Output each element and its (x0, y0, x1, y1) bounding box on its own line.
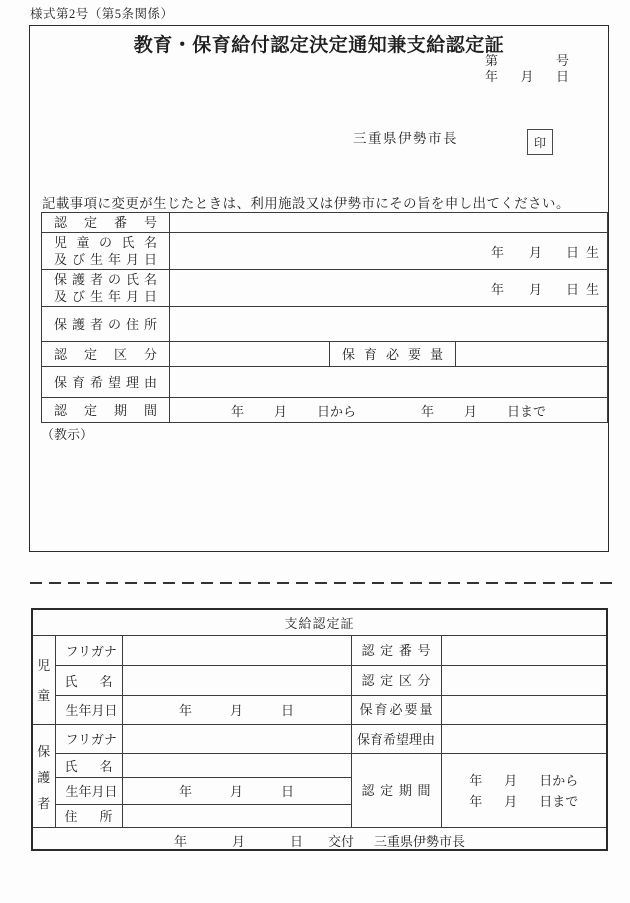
birth-year-label: 年 (490, 281, 504, 297)
cert-category-label-cell: 認定区分 (351, 665, 441, 695)
birth-day-label: 日 (565, 281, 579, 297)
period-to-day: 日まで (507, 403, 547, 419)
care-reason-value-cell (170, 367, 608, 398)
issue-issuer: 三重県伊勢市長 (374, 833, 466, 849)
period-from-year: 年 (230, 403, 244, 419)
period-from-month: 月 (273, 403, 287, 419)
cert-number-label-cell: 認定番号 (42, 213, 170, 233)
care-reason-label-cell: 保育希望理由 (42, 367, 170, 398)
child-birthdate-value-cell (170, 233, 608, 270)
table-row (42, 233, 608, 270)
care-amount-label-cell: 保育必要量 (351, 695, 441, 724)
birth-month-label: 月 (528, 244, 542, 260)
doc-date-line (485, 69, 569, 85)
table-row (42, 307, 608, 342)
certificate-table (33, 610, 606, 853)
child-group-char: 童 (37, 688, 51, 703)
ymd-year: 年 (178, 703, 192, 718)
table-row (33, 610, 606, 635)
issue-month: 月 (231, 833, 245, 849)
care-amount-value-cell (441, 695, 606, 724)
birth-suffix-label: 生 (586, 281, 600, 297)
cert-period-value-cell (170, 398, 608, 423)
ymd-year: 年 (178, 784, 192, 799)
period-from-year: 年 (469, 773, 483, 788)
doc-number-prefix: 第 (485, 53, 499, 68)
cert-period-label-cell: 認定期間 (351, 753, 441, 827)
issue-day: 日 (290, 833, 304, 849)
child-name-value-cell (122, 665, 351, 695)
guardian-group-char: 者 (37, 795, 51, 811)
date-day-label: 日 (555, 69, 569, 84)
period-to-year: 年 (469, 794, 483, 809)
doc-number-suffix: 号 (555, 53, 569, 68)
birth-day-label: 日 (565, 244, 579, 260)
guardian-address-value-cell (122, 804, 351, 827)
issue-line-cell (33, 827, 606, 853)
cert-period-label-cell: 認定期間 (42, 398, 170, 423)
birth-year-label: 年 (490, 244, 504, 260)
child-furigana-label-cell: フリガナ (55, 635, 122, 665)
guardian-birthdate-value-cell (170, 270, 608, 307)
doc-ref-block (485, 53, 569, 85)
date-year-label: 年 (485, 69, 499, 84)
period-from-month: 月 (504, 773, 518, 788)
cert-no-label-cell: 認定番号 (351, 635, 441, 665)
child-furigana-value-cell (122, 635, 351, 665)
birth-month-label: 月 (528, 281, 542, 297)
child-birth-value-cell (122, 695, 351, 724)
seal-icon: 印 (533, 135, 546, 150)
name-label-b: 名 (99, 673, 113, 689)
care-amount-label-cell: 保育必要量 (330, 342, 456, 367)
ymd-month: 月 (229, 703, 243, 718)
cert-no-value-cell (441, 635, 606, 665)
cert-category-label-cell: 認定区分 (42, 342, 170, 367)
guardian-address-value-cell (170, 307, 608, 342)
guardian-birth-value-cell (122, 777, 351, 804)
change-instruction-text: 記載事項に変更が生じたときは、利用施設又は伊勢市にその旨を申し出てください。 (42, 196, 570, 211)
birth-suffix-label: 生 (586, 244, 600, 260)
guardian-name-label-cell: 保護者の氏名 及び生年月日 (42, 270, 170, 307)
cert-category-value-cell (441, 665, 606, 695)
name-label-b: 名 (99, 758, 113, 774)
guardian-name-value-cell (122, 753, 351, 777)
period-to-month: 月 (504, 794, 518, 809)
period-to-year: 年 (421, 403, 435, 419)
doc-number-line (485, 53, 569, 69)
guardian-group-label-cell (33, 724, 55, 827)
table-row (33, 665, 606, 695)
guardian-furigana-label-cell: フリガナ (55, 724, 122, 753)
child-group-label-cell (33, 635, 55, 724)
period-from-day: 日から (539, 773, 579, 788)
kyoji-note: （教示） (41, 427, 94, 442)
care-reason-value-cell (441, 724, 606, 753)
guardian-group-char: 護 (37, 770, 51, 785)
table-row (33, 635, 606, 665)
notice-table (41, 212, 608, 423)
issued-label: 交付 (328, 833, 355, 849)
issue-year: 年 (173, 833, 187, 849)
address-label-b: 所 (99, 809, 113, 824)
guardian-address-label-cell (55, 804, 122, 827)
period-to-month: 月 (464, 403, 478, 419)
cert-category-value-cell (170, 342, 330, 367)
table-row (33, 827, 606, 853)
guardian-name-label-cell (55, 753, 122, 777)
ymd-day: 日 (281, 703, 295, 718)
table-row (33, 724, 606, 753)
child-name-label-cell: 児童の氏名 及び生年月日 (42, 233, 170, 270)
guardian-furigana-value-cell (122, 724, 351, 753)
date-month-label: 月 (520, 69, 534, 84)
table-row (42, 398, 608, 423)
child-group-char: 児 (37, 658, 51, 673)
certificate-title: 支給認定証 (33, 610, 606, 635)
period-from-day: 日から (316, 403, 356, 419)
guardian-group-char: 保 (37, 743, 51, 759)
period-to-day: 日まで (539, 794, 579, 809)
ymd-month: 月 (229, 784, 243, 799)
care-amount-value-cell (456, 342, 608, 367)
cert-number-value-cell (170, 213, 608, 233)
name-label-a: 氏 (64, 673, 78, 689)
form-number-note: 様式第2号（第5条関係） (30, 7, 174, 21)
child-birth-label-cell: 生年月日 (55, 695, 122, 724)
care-reason-label-cell: 保育希望理由 (351, 724, 441, 753)
notice-box (29, 25, 609, 552)
certificate-box (31, 608, 608, 851)
table-row (42, 270, 608, 307)
table-row (42, 213, 608, 233)
issuer-name: 三重県伊勢市長 (353, 131, 458, 146)
seal-box (527, 129, 553, 155)
ymd-day: 日 (281, 784, 295, 799)
notice-title: 教育・保育給付認定決定通知兼支給認定証 (133, 35, 505, 56)
table-row (33, 695, 606, 724)
table-row (42, 367, 608, 398)
dashed-cut-line (30, 582, 613, 584)
table-row (33, 753, 606, 777)
guardian-birth-label-cell: 生年月日 (55, 777, 122, 804)
table-row (42, 342, 608, 367)
name-label-a: 氏 (64, 758, 78, 774)
child-name-label-cell (55, 665, 122, 695)
guardian-address-label-cell: 保護者の住所 (42, 307, 170, 342)
address-label-a: 住 (64, 809, 78, 824)
cert-period-value-cell (441, 753, 606, 827)
